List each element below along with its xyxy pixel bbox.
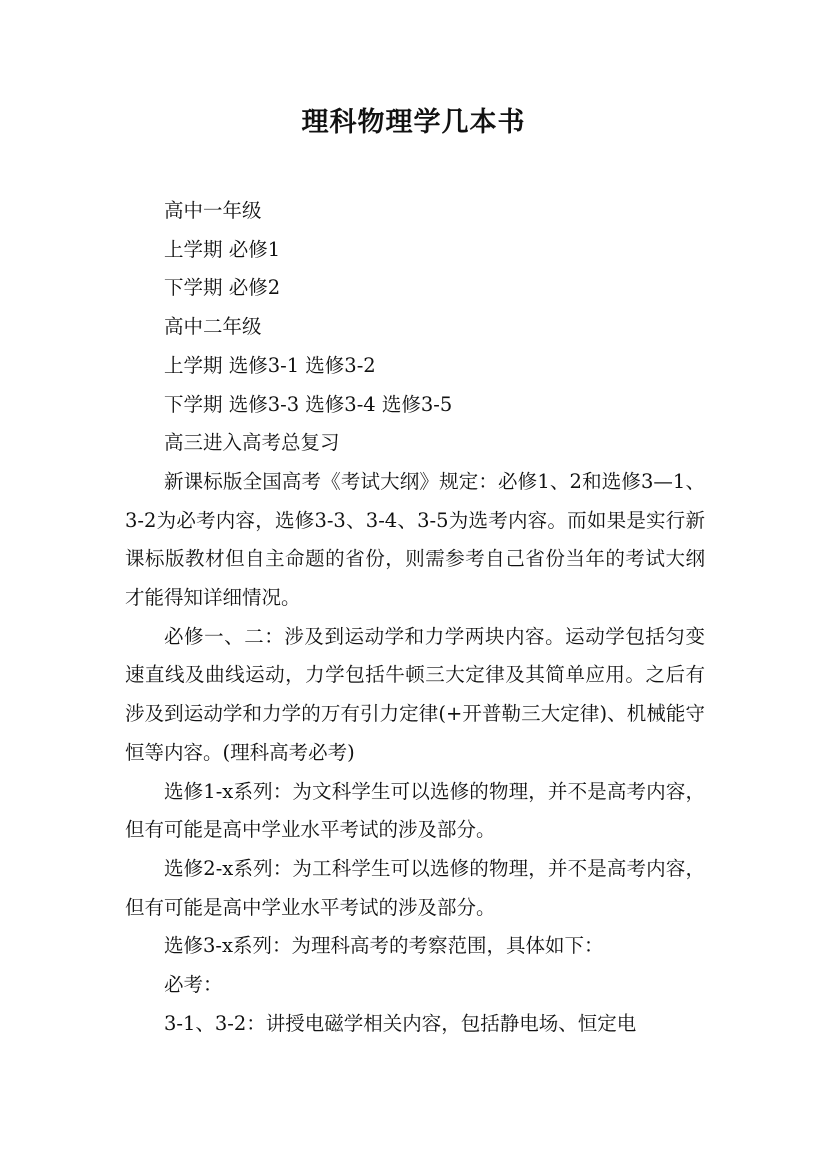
paragraph-exam-syllabus: 新课标版全国高考《考试大纲》规定：必修1、2和选修3—1、3-2为必考内容，选修3-3、3-4、3-5为选考内容。而如果是实行新课标版教材但自主命题的省份，则需参考自己省份当年的考试大纲才能得知详细情况。 xyxy=(125,469,705,610)
document-title: 理科物理学几本书 xyxy=(301,107,526,138)
document-body xyxy=(125,192,705,1043)
paragraph-grade-two-second-term: 下学期 选修3-3 选修3-4 选修3-5 xyxy=(164,392,453,416)
paragraph-required-heading: 必考： xyxy=(164,973,223,997)
paragraph-grade-one: 高中一年级 xyxy=(164,199,262,222)
paragraph-grade-two: 高中二年级 xyxy=(164,315,262,339)
paragraph-elective-2x: 选修2-x系列：为工科学生可以选修的物理，并不是高考内容，但有可能是高中学业水平考试的涉及部分。 xyxy=(125,856,705,919)
paragraph-elective-1x: 选修1-x系列：为文科学生可以选修的物理，并不是高考内容，但有可能是高中学业水平考试的涉及部分。 xyxy=(125,779,705,842)
paragraph-required-one-two: 必修一、二：涉及到运动学和力学两块内容。运动学包括匀变速直线及曲线运动，力学包括牛顿三大定律及其简单应用。之后有涉及到运动学和力学的万有引力定律(+开普勒三大定律)、机械能守恒等内容。(理科高考必考) xyxy=(125,624,705,764)
paragraph-grade-three: 高三进入高考总复习 xyxy=(164,431,340,455)
paragraph-grade-one-second-term: 下学期 必修2 xyxy=(164,276,281,300)
paragraph-3-1-3-2: 3-1、3-2：讲授电磁学相关内容，包括静电场、恒定电 xyxy=(164,1011,637,1035)
paragraph-elective-3x: 选修3-x系列：为理科高考的考察范围，具体如下： xyxy=(164,934,604,958)
paragraph-grade-one-first-term: 上学期 必修1 xyxy=(164,237,281,261)
paragraph-grade-two-first-term: 上学期 选修3-1 选修3-2 xyxy=(164,353,376,377)
